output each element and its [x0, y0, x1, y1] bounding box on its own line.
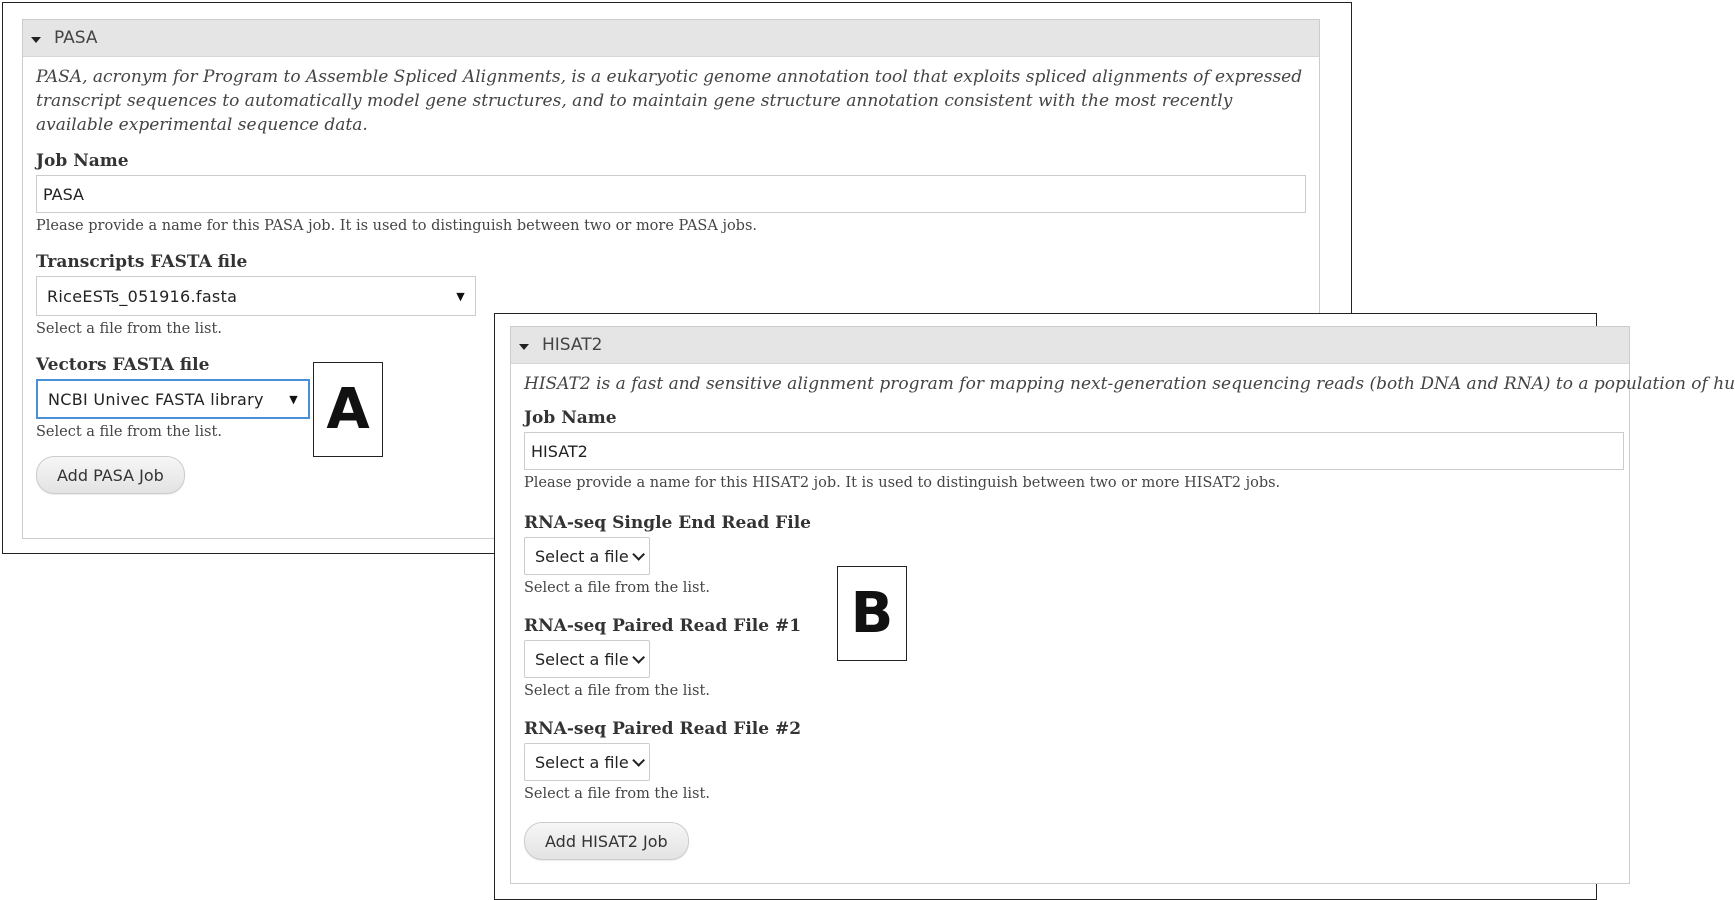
paired-1-help: Select a file from the list. — [524, 683, 710, 699]
chevron-down-icon — [632, 754, 645, 767]
paired-1-select[interactable] — [524, 640, 650, 678]
add-hisat2-job-button[interactable]: Add HISAT2 Job — [524, 822, 689, 860]
pasa-legend[interactable] — [23, 20, 1319, 57]
chevron-down-icon — [632, 651, 645, 664]
transcripts-selected-value: RiceESTs_051916.fasta — [47, 286, 238, 306]
collapse-caret-icon[interactable] — [519, 344, 529, 350]
single-end-label: RNA-seq Single End Read File — [524, 513, 811, 533]
hisat2-legend-title: HISAT2 — [542, 335, 603, 355]
add-pasa-job-button[interactable]: Add PASA Job — [36, 456, 185, 494]
vectors-select[interactable] — [36, 379, 310, 419]
hisat2-screenshot — [494, 313, 1735, 900]
hisat2-description: HISAT2 is a fast and sensitive alignment program for mapping next-generation sequencing reads (both DNA and RNA) to a population of hu — [524, 374, 1735, 394]
hisat2-job-name-input[interactable]: HISAT2 — [524, 432, 1624, 470]
pasa-job-name-help: Please provide a name for this PASA job. It is used to distinguish between two or more PASA jobs. — [36, 218, 758, 234]
dropdown-arrow-icon: ▼ — [456, 289, 465, 303]
pasa-job-name-label: Job Name — [36, 151, 129, 171]
paired-1-label: RNA-seq Paired Read File #1 — [524, 616, 802, 636]
pasa-job-name-input[interactable]: PASA — [36, 175, 1306, 213]
single-end-selected-value: Select a file — [535, 546, 629, 566]
pasa-description: PASA, acronym for Program to Assemble Spliced Alignments, is a eukaryotic genome annotation tool that exploits spliced alignments of expressed transcript sequences to automatically model gene structures, and to maintain gene structure annotation consistent with the most recently available experimental sequence data. — [36, 67, 1303, 135]
pasa-legend-title: PASA — [54, 28, 98, 48]
transcripts-select[interactable] — [36, 276, 476, 316]
collapse-caret-icon[interactable] — [31, 37, 41, 43]
callout-label-a: A — [313, 362, 383, 457]
vectors-selected-value: NCBI Univec FASTA library — [48, 389, 264, 409]
paired-1-selected-value: Select a file — [535, 649, 629, 669]
hisat2-job-name-help: Please provide a name for this HISAT2 job. It is used to distinguish between two or more HISAT2 jobs. — [524, 475, 1281, 491]
hisat2-fieldset — [510, 326, 1735, 884]
paired-2-select[interactable] — [524, 743, 650, 781]
paired-2-label: RNA-seq Paired Read File #2 — [524, 719, 802, 739]
single-end-help: Select a file from the list. — [524, 580, 710, 596]
dropdown-arrow-icon: ▼ — [289, 392, 298, 406]
single-end-select[interactable] — [524, 537, 650, 575]
hisat2-job-name-label: Job Name — [524, 408, 617, 428]
chevron-down-icon — [632, 548, 645, 561]
paired-2-selected-value: Select a file — [535, 752, 629, 772]
callout-label-b: B — [837, 566, 907, 661]
transcripts-help: Select a file from the list. — [36, 321, 222, 337]
transcripts-label: Transcripts FASTA file — [36, 252, 248, 272]
hisat2-legend[interactable] — [511, 327, 1629, 364]
vectors-label: Vectors FASTA file — [36, 355, 210, 375]
vectors-help: Select a file from the list. — [36, 424, 222, 440]
paired-2-help: Select a file from the list. — [524, 786, 710, 802]
